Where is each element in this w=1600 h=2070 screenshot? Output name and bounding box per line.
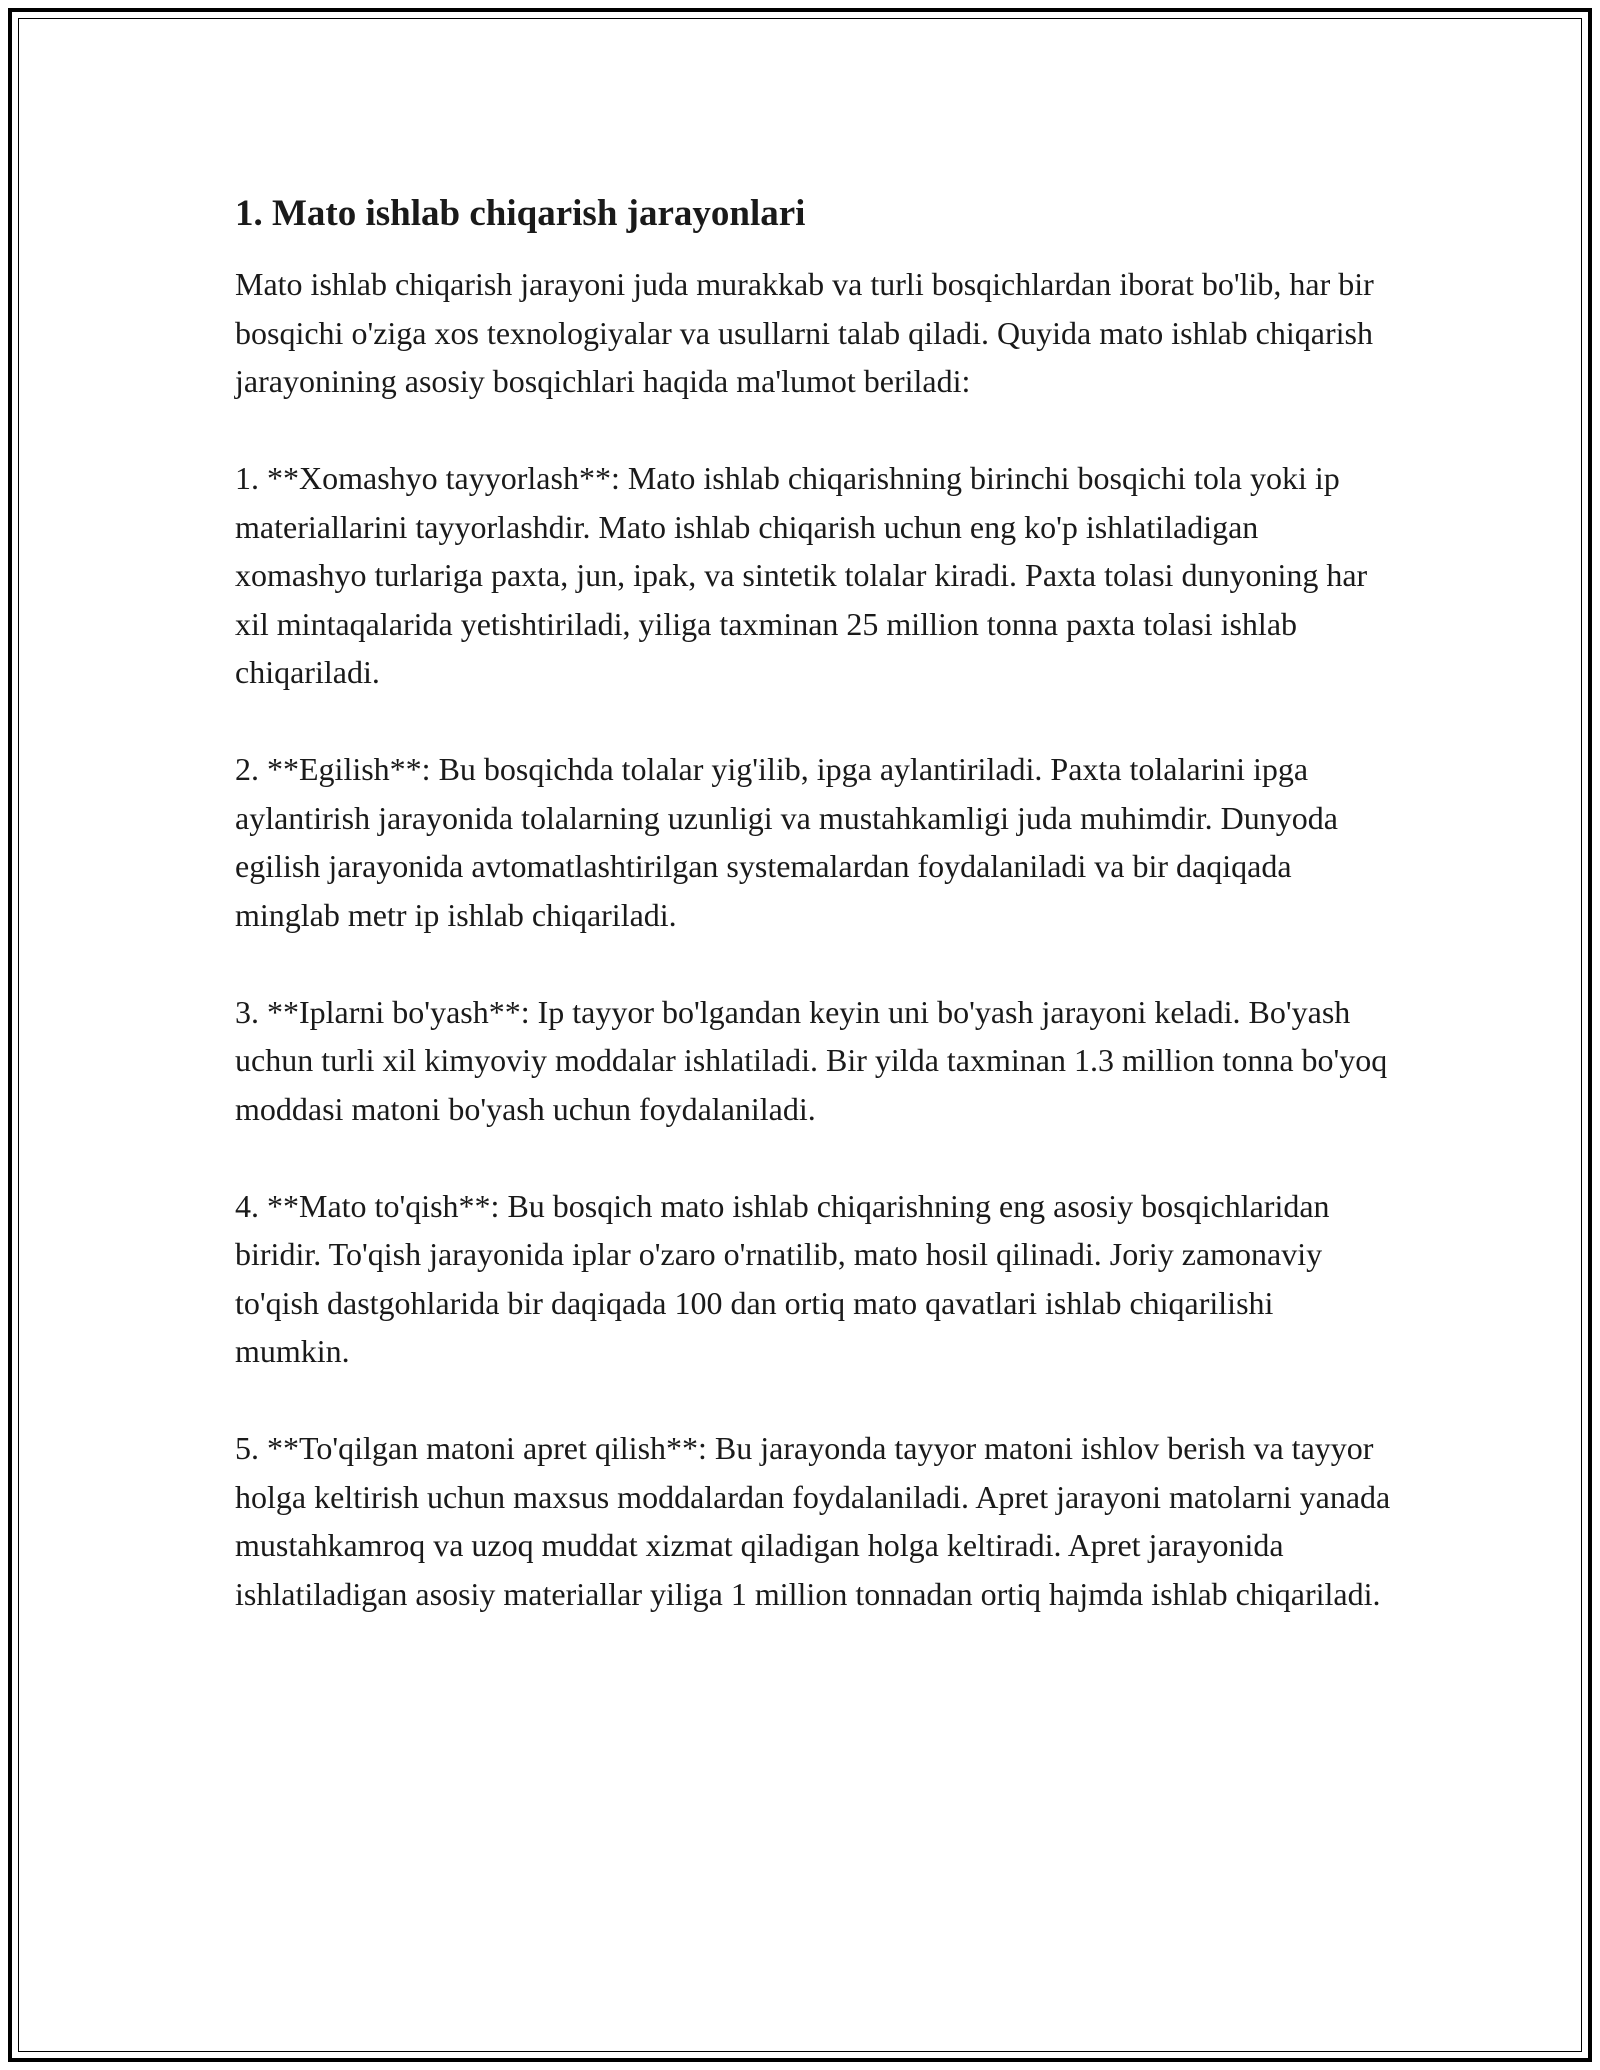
step-2-paragraph: 2. **Egilish**: Bu bosqichda tolalar yig'ilib, ipga aylantiriladi. Paxta tolalarini ipga aylantirish jarayonida tolalarning uzunligi va mustahkamligi juda muhimdir. Dunyoda egilish jarayonida avtomatlashtirilgan systemalardan foydalaniladi va bir daqiqada minglab metr ip ishlab chiqariladi. <box>235 751 1338 933</box>
step-4-paragraph: 4. **Mato to'qish**: Bu bosqich mato ishlab chiqarishning eng asosiy bosqichlaridan biridir. To'qish jarayonida iplar o'zaro o'rnatilib, mato hosil qilinadi. Joriy zamonaviy to'qish dastgohlarida bir daqiqada 100 dan ortiq mato qavatlari ishlab chiqarilishi mumkin. <box>235 1187 1330 1369</box>
document-body <box>235 190 1395 1667</box>
step-1-paragraph: 1. **Xomashyo tayyorlash**: Mato ishlab chiqarishning birinchi bosqichi tola yoki ip materiallarini tayyorlashdir. Mato ishlab chiqarish uchun eng ko'p ishlatiladigan xomashyo turlariga paxta, jun, ipak, va sintetik tolalar kiradi. Paxta tolasi dunyoning har xil mintaqalarida yetishtiriladi, yiliga taxminan 25 million tonna paxta tolasi ishlab chiqariladi. <box>235 460 1368 690</box>
intro-paragraph: Mato ishlab chiqarish jarayoni juda murakkab va turli bosqichlardan iborat bo'lib, har bir bosqichi o'ziga xos texnologiyalar va usullarni talab qiladi. Quyida mato ishlab chiqarish jarayonining asosiy bosqichlari haqida ma'lumot beriladi: <box>235 266 1374 399</box>
step-5-paragraph: 5. **To'qilgan matoni apret qilish**: Bu jarayonda tayyor matoni ishlov berish va tayyor holga keltirish uchun maxsus moddalardan foydalaniladi. Apret jarayoni matolarni yanada mustahkamroq va uzoq muddat xizmat qiladigan holga keltiradi. Apret jarayonida ishlatiladigan asosiy materiallar yiliga 1 million tonnadan ortiq hajmda ishlab chiqariladi. <box>235 1430 1391 1612</box>
step-3-paragraph: 3. **Iplarni bo'yash**: Ip tayyor bo'lgandan keyin uni bo'yash jarayoni keladi. Bo'yash uchun turli xil kimyoviy moddalar ishlatiladi. Bir yilda taxminan 1.3 million tonna bo'yoq moddasi matoni bo'yash uchun foydalaniladi. <box>235 993 1388 1127</box>
section-heading: 1. Mato ishlab chiqarish jarayonlari <box>235 193 806 234</box>
